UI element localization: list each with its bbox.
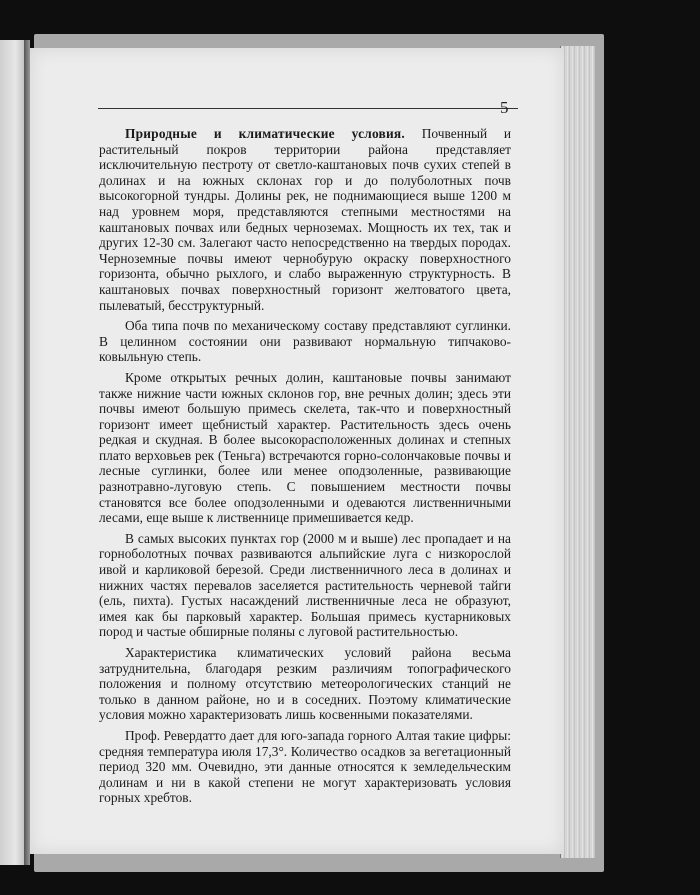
page-stack-edge bbox=[560, 46, 595, 858]
paragraph-2: Оба типа почв по механическому составу представляют суглинки. В целинном состоянии они развивают нормальную типчаково-ковыльную степь. bbox=[99, 318, 511, 365]
paragraph-4: В самых высоких пунктах гор (2000 м и выше) лес пропадает и на горноболотных почвах развиваются альпийские луга с низкорослой ивой и карликовой березой. Среди лиственничного леса в долинах и нижних частях перевалов заселяется растительность черневой тайги (ель, пихта). Густых насаждений лиственничные леса не образуют, имея как бы парковый характер. Большая примесь кустарниковых пород и частые обширные поляны с луговой растительностью. bbox=[99, 530, 511, 640]
page-number: 5 bbox=[500, 98, 509, 117]
paragraph-6: Проф. Ревердатто дает для юго-запада горного Алтая такие цифры: средняя температура июля 17,3°. Количество осадков за вегетационный период 320 мм. Очевидно, эти данные относятся к земледельческим долинам и ни в какой степени не могут характеризовать условия горных хребтов. bbox=[99, 727, 511, 806]
book-page bbox=[30, 48, 564, 854]
paragraph-5: Характеристика климатических условий района весьма затруднительна, благодаря резким различиям топографического положения и полному отсутствию метеорологических станций не только в данном районе, но и в соседних. Поэтому климатические условия можно характеризовать лишь косвенными показателями. bbox=[99, 645, 511, 723]
header-rule bbox=[98, 108, 518, 109]
facing-page-edge bbox=[0, 40, 27, 865]
paragraph-1-text: Почвенный и растительный покров территории района представляет исключительную пестроту от светло-каштановых почв сухих степей в долинах и на южных склонах гор и до полуболотных почв высокогорной тундры. Долины рек, не поднимающиеся выше 1200 м над уровнем моря, представляются степными местностями на каштановых почвах или бедных черноземах. Мощность их тех, так и других 12-30 см. Залегают часто непосредственно на твердых породах. Черноземные почвы имеют чернобурую окраску поверхностного горизонта, обычно рыхлого, и слабо выраженную структурность. В каштановых почвах поверхностный горизонт желтоватого цвета, пылеватый, бесструктурный. bbox=[99, 126, 511, 313]
body-text bbox=[99, 126, 511, 811]
section-heading: Природные и климатические условия. bbox=[125, 126, 422, 141]
paragraph-3: Кроме открытых речных долин, каштановые почвы занимают также нижние части южных склонов гор, вне речных долин; здесь эти почвы имеют большую примесь скелета, так-что и поверхностный горизонт имеет щебнистый характер. Растительность здесь очень редкая и скудная. В более высокорасположенных долинах и степных плато верховьев рек (Теньга) встречаются горно-солончаковые почвы и лесные суглинки, более или менее оподзоленные, развивающие разнотравно-луговую степь. С повышением местности почвы становятся все более оподзоленными и одеваются лиственничными лесами, еще выше к лиственнице примешивается кедр. bbox=[99, 369, 511, 526]
paragraph-1 bbox=[99, 126, 511, 313]
